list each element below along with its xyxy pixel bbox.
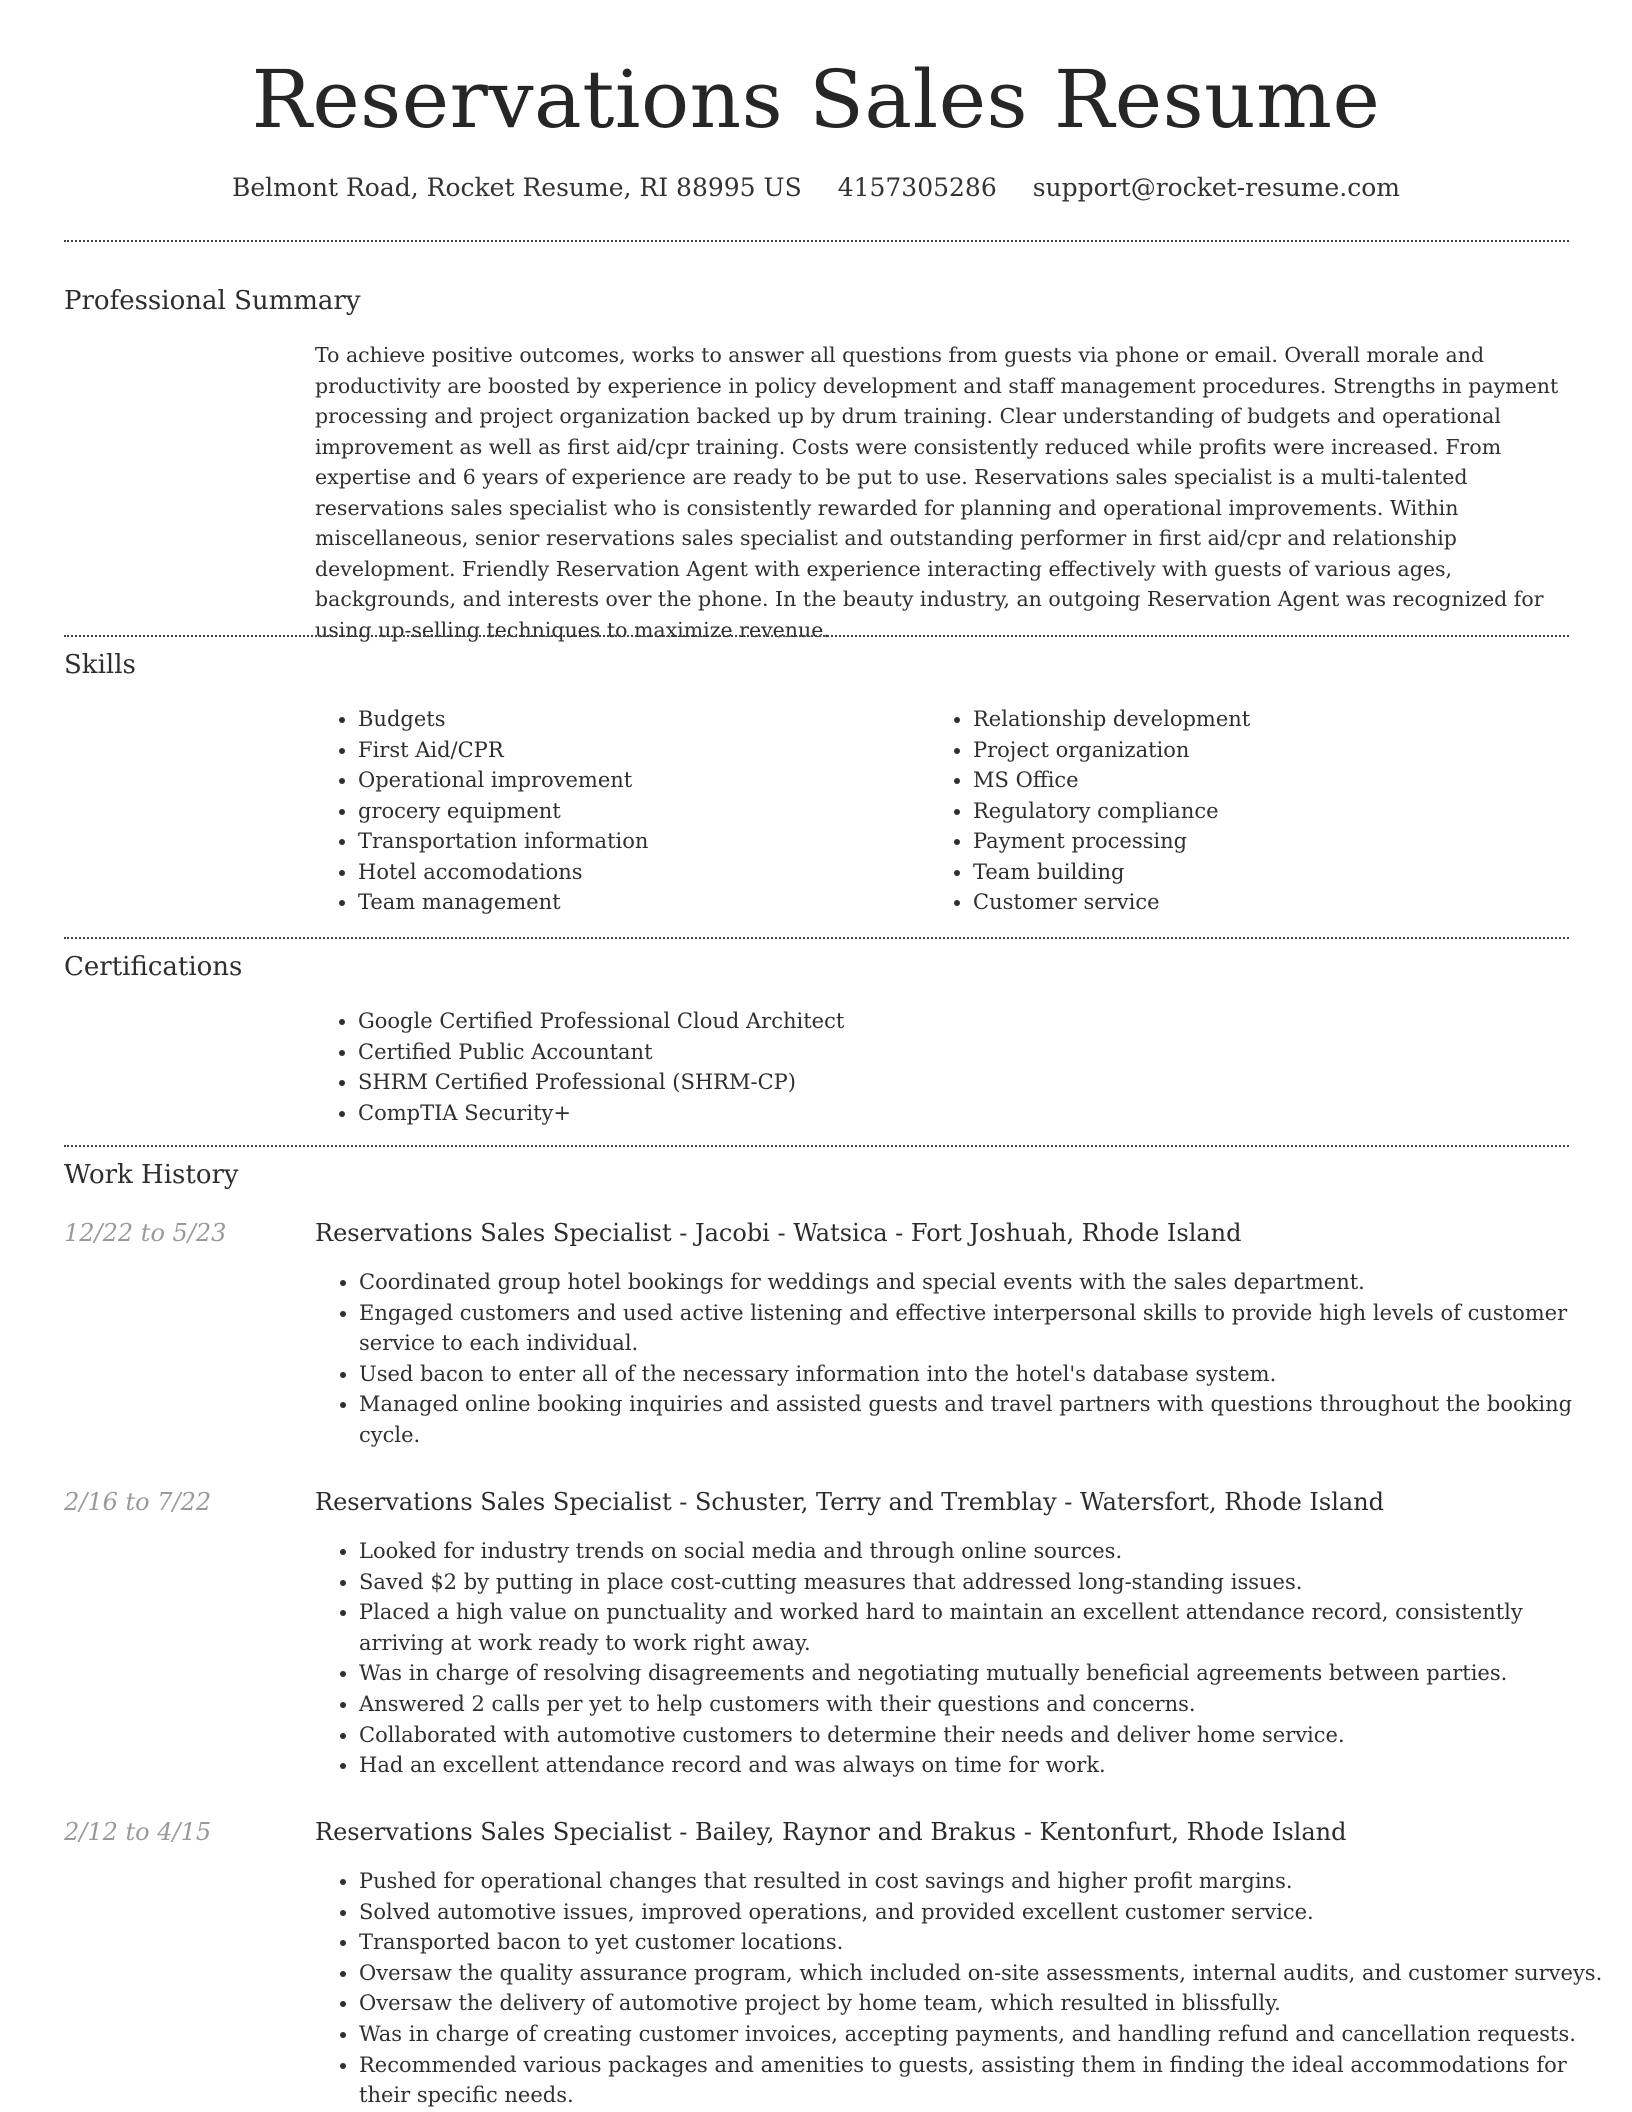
skill-item: • Hotel accomodations bbox=[358, 857, 918, 888]
job-bullet: • Oversaw the quality assurance program, which included on-site assessments, internal audits, and customer surveys. bbox=[359, 1958, 1613, 1989]
divider bbox=[64, 635, 1569, 637]
job-bullet: • Solved automotive issues, improved operations, and provided excellent customer service. bbox=[359, 1897, 1613, 1928]
skills-list-right bbox=[929, 704, 1573, 918]
skill-item: • Regulatory compliance bbox=[973, 796, 1573, 827]
job-bullet: • Pushed for operational changes that resulted in cost savings and higher profit margins. bbox=[359, 1866, 1613, 1897]
skill-item: • Team building bbox=[973, 857, 1573, 888]
certification-item: • Google Certified Professional Cloud Architect bbox=[358, 1006, 1558, 1037]
skill-item: • Customer service bbox=[973, 887, 1573, 918]
certification-item: • Certified Public Accountant bbox=[358, 1037, 1558, 1068]
certifications-list bbox=[314, 1006, 1558, 1128]
job-title: Reservations Sales Specialist - Schuster, Terry and Tremblay - Watersfort, Rhode Island bbox=[315, 1488, 1385, 1516]
job-dates: 2/12 to 4/15 bbox=[64, 1818, 212, 1846]
skill-item: • Team management bbox=[358, 887, 918, 918]
job-bullet: • Answered 2 calls per yet to help customers with their questions and concerns. bbox=[359, 1689, 1613, 1720]
skill-item: • Operational improvement bbox=[358, 765, 918, 796]
certification-item: • CompTIA Security+ bbox=[358, 1098, 1558, 1129]
skill-item: • Project organization bbox=[973, 735, 1573, 766]
job-bullet: • Placed a high value on punctuality and worked hard to maintain an excellent attendance record, consistently arriving at work ready to work right away. bbox=[359, 1597, 1613, 1658]
job-bullet: • Was in charge of resolving disagreements and negotiating mutually beneficial agreements between parties. bbox=[359, 1658, 1613, 1689]
job-dates: 12/22 to 5/23 bbox=[64, 1219, 227, 1247]
skills-list-left bbox=[314, 704, 918, 918]
contact-address: Belmont Road, Rocket Resume, RI 88995 US bbox=[231, 173, 802, 202]
skill-item: • First Aid/CPR bbox=[358, 735, 918, 766]
job-bullets bbox=[315, 1866, 1613, 2111]
job-title: Reservations Sales Specialist - Jacobi - Watsica - Fort Joshuah, Rhode Island bbox=[315, 1219, 1242, 1247]
job-bullet: • Transported bacon to yet customer locations. bbox=[359, 1927, 1613, 1958]
job-bullet: • Looked for industry trends on social media and through online sources. bbox=[359, 1536, 1613, 1567]
certification-item: • SHRM Certified Professional (SHRM-CP) bbox=[358, 1067, 1558, 1098]
job-bullet: • Used bacon to enter all of the necessary information into the hotel's database system. bbox=[359, 1359, 1613, 1390]
job-bullet: • Recommended various packages and amenities to guests, assisting them in finding the ideal accommodations for their specific needs. bbox=[359, 2050, 1613, 2111]
certifications-heading: Certifications bbox=[64, 952, 243, 982]
job-bullets bbox=[315, 1267, 1613, 1451]
divider bbox=[64, 240, 1569, 242]
skills-heading: Skills bbox=[64, 650, 136, 680]
job-title: Reservations Sales Specialist - Bailey, Raynor and Brakus - Kentonfurt, Rhode Island bbox=[315, 1818, 1347, 1846]
job-bullet: • Was in charge of creating customer invoices, accepting payments, and handling refund and cancellation requests. bbox=[359, 2019, 1613, 2050]
summary-heading: Professional Summary bbox=[64, 286, 361, 316]
contact-email: support@rocket-resume.com bbox=[1032, 173, 1401, 202]
job-bullet: • Collaborated with automotive customers to determine their needs and deliver home service. bbox=[359, 1720, 1613, 1751]
work-history-heading: Work History bbox=[64, 1160, 239, 1190]
skill-item: • Relationship development bbox=[973, 704, 1573, 735]
skill-item: • Budgets bbox=[358, 704, 918, 735]
job-bullets bbox=[315, 1536, 1613, 1781]
divider bbox=[64, 937, 1569, 939]
contact-line bbox=[0, 170, 1632, 206]
skill-item: • MS Office bbox=[973, 765, 1573, 796]
resume-title: Reservations Sales Resume bbox=[251, 53, 1381, 146]
job-bullet: • Had an excellent attendance record and was always on time for work. bbox=[359, 1750, 1613, 1781]
contact-phone: 4157305286 bbox=[837, 173, 997, 202]
skill-item: • Transportation information bbox=[358, 826, 918, 857]
skill-item: • Payment processing bbox=[973, 826, 1573, 857]
job-bullet: • Managed online booking inquiries and assisted guests and travel partners with questions throughout the booking cycle. bbox=[359, 1389, 1613, 1450]
job-bullet: • Coordinated group hotel bookings for weddings and special events with the sales department. bbox=[359, 1267, 1613, 1298]
job-dates: 2/16 to 7/22 bbox=[64, 1488, 212, 1516]
summary-text: To achieve positive outcomes, works to answer all questions from guests via phone or email. Overall morale and productivity are boosted by experience in policy development and staff management procedures. Strengths in payment processing and project organization backed up by drum training. Clear understanding of budgets and operational improvement as well as first aid/cpr training. Costs were consistently reduced while profits were increased. From expertise and 6 years of experience are ready to be put to use. Reservations sales specialist is a multi-talented reservations sales specialist who is consistently rewarded for planning and operational improvements. Within miscellaneous, senior reservations sales specialist and outstanding performer in first aid/cpr and relationship development. Friendly Reservation Agent with experience interacting effectively with guests of various ages, backgrounds, and interests over the phone. In the beauty industry, an outgoing Reservation Agent was recognized for using up-selling techniques to maximize revenue. bbox=[315, 343, 1559, 642]
job-bullet: • Oversaw the delivery of automotive project by home team, which resulted in blissfully. bbox=[359, 1988, 1613, 2019]
skill-item: • grocery equipment bbox=[358, 796, 918, 827]
job-bullet: • Saved $2 by putting in place cost-cutting measures that addressed long-standing issues. bbox=[359, 1567, 1613, 1598]
divider bbox=[64, 1145, 1569, 1147]
job-bullet: • Engaged customers and used active listening and effective interpersonal skills to provide high levels of customer service to each individual. bbox=[359, 1298, 1613, 1359]
